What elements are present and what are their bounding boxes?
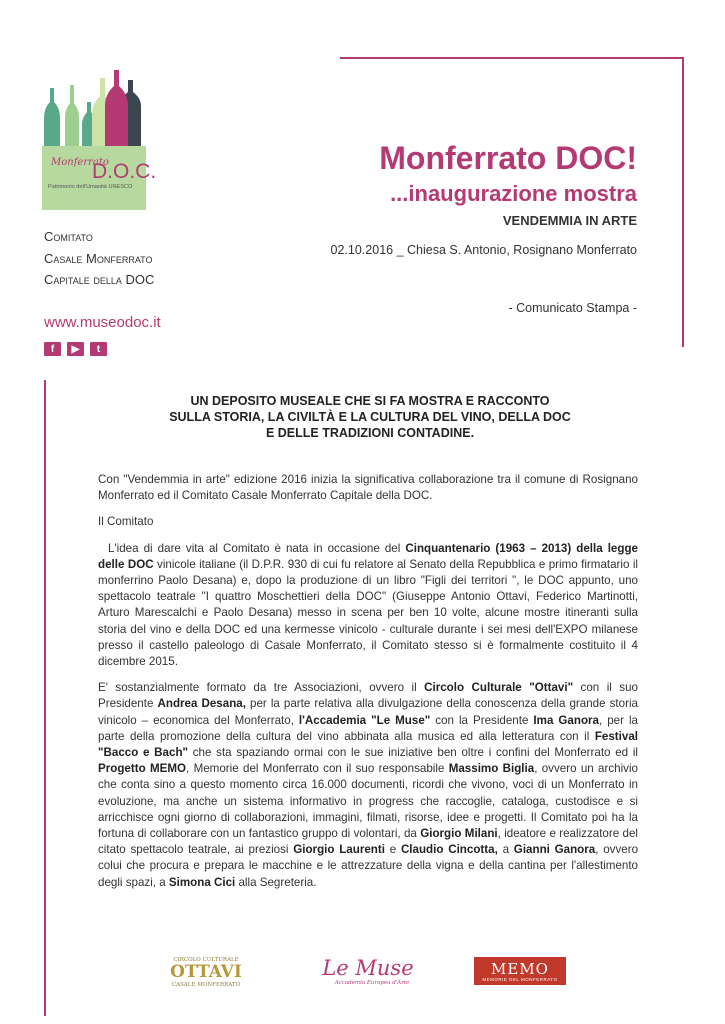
muse-name-text: Le Muse bbox=[322, 956, 414, 980]
logo-town-text: Monferrato bbox=[51, 157, 109, 168]
paragraph-2-bold: Circolo Culturale "Ottavi" bbox=[424, 681, 574, 695]
paragraph-2 bbox=[98, 680, 638, 891]
paragraph-2-bold: Claudio Cincotta, bbox=[400, 843, 498, 857]
paragraph-2-text: , ovvero colui che procura e prepara le macchine e le attrezzature della vigna e della cantina per l'allestimento degli spazi, a bbox=[98, 843, 639, 889]
committee-line-1: Comitato bbox=[44, 229, 93, 244]
paragraph-2-text: alla Segreteria. bbox=[235, 875, 317, 889]
paragraph-2-text: che sta spaziando ormai con le sue iniziative ben oltre i confini del Monferrato ed il bbox=[188, 746, 638, 760]
youtube-icon[interactable]: ▶ bbox=[67, 342, 84, 356]
paragraph-2-text: , Memorie del Monferrato con il suo responsabile bbox=[186, 762, 449, 776]
facebook-icon[interactable]: f bbox=[44, 342, 61, 356]
paragraph-2-bold: Festival "Bacco e Bach" bbox=[98, 729, 638, 760]
page-subtitle: ...inaugurazione mostra bbox=[390, 181, 637, 206]
paragraph-2-bold: Giorgio Laurenti bbox=[293, 843, 385, 857]
paragraph-2-bold: Simona Cici bbox=[168, 875, 236, 889]
paragraph-1-text-a: L'idea di dare vita al Comitato è nata in occasione del bbox=[108, 541, 406, 555]
ottavi-top-text: CIRCOLO CULTURALE bbox=[173, 957, 239, 963]
paragraph-2-text: con la Presidente bbox=[430, 713, 534, 727]
article-body bbox=[98, 472, 638, 891]
committee-line-3: Capitale della DOC bbox=[44, 272, 155, 287]
logo-subtitle-text: Patrimonio dell'Umanità UNESCO bbox=[48, 184, 133, 190]
frame-right-line bbox=[682, 57, 684, 347]
website-link[interactable]: www.museodoc.it bbox=[44, 314, 161, 331]
paragraph-2-bold: Gianni Ganora bbox=[513, 843, 596, 857]
le-muse-logo bbox=[320, 954, 416, 988]
paragraph-2-bold: Giorgio Milani bbox=[420, 827, 498, 841]
memo-sub-text: MEMORIE DEL MONFERRATO bbox=[482, 977, 558, 982]
paragraph-2-text: , ideatore e realizzatore del citato spettacolo teatrale, ai preziosi bbox=[98, 827, 638, 857]
intro-paragraph: Con "Vendemmia in arte" edizione 2016 inizia la significativa collaborazione tra il comune di Rosignano Monferrato ed il Comitato Casale Monferrato Capitale della DOC. bbox=[98, 473, 638, 503]
event-label: VENDEMMIA IN ARTE bbox=[502, 213, 637, 228]
memo-logo bbox=[474, 957, 566, 985]
circolo-ottavi-logo bbox=[170, 955, 242, 989]
paragraph-2-text: , ovvero un archivio che conta sino a questo momento circa 16.000 documenti, ricordi che vivono, voci di un Monferrato in evoluzione, ma anche un sistema informativo in progress che raccoglie, cataloga, custodisce e si arricchisce ogni giorno di collaborazioni, immagini, filmati, risorse, idee e progetti. Il Comitato poi ha la fortuna di collaborare con un fantastico gruppo di volontari, da bbox=[98, 762, 638, 841]
press-release-label: - Comunicato Stampa - bbox=[508, 301, 637, 315]
headline-line-1: UN DEPOSITO MUSEALE CHE SI FA MOSTRA E RACCONTO bbox=[190, 394, 550, 408]
logo-doc-text: D.O.C. bbox=[92, 160, 157, 183]
paragraph-1-text-c: vinicole italiane (il D.P.R. 930 di cui fu relatore al Senato della Repubblica e primo firmatario il monferrino Paolo Desana) e, dopo la produzione di un libro "Figli dei territori ", le DOC appunto, uno spettacolo teatrale "I quattro Moschettieri della DOC" (Giuseppe Antonio Ottavi, Federico Martinotti, Arturo Marescalchi e Paolo Desana) messo in scena per ben 10 volte, alcune mostre itineranti sulla storia del vino e della DOC ed una kermesse vinicolo - culturale durante i sei mesi dell'EXPO milanese presso il castello paleologo di Casale Monferrato, il Comitato stesso si è formalmente costituito il 4 dicembre 2015. bbox=[98, 557, 639, 669]
section-title: Il Comitato bbox=[98, 515, 154, 529]
paragraph-1-bold: Cinquantenario (1963 – 2013) della legge delle DOC bbox=[98, 541, 638, 571]
paragraph-2-text: con il suo Presidente bbox=[98, 681, 638, 711]
ottavi-name-text: OTTAVI bbox=[170, 962, 242, 982]
paragraph-2-text: per la parte relativa alla divulgazione della conoscenza della grande storia vinicolo – economica del Monferrato, bbox=[98, 697, 638, 727]
event-date-place: 02.10.2016 _ Chiesa S. Antonio, Rosignano Monferrato bbox=[330, 243, 637, 257]
committee-block bbox=[44, 226, 244, 291]
paragraph-2-text: , per la parte della promozione della cultura del vino abbinata alla musica ed alla letteratura con il bbox=[98, 713, 638, 743]
headline bbox=[120, 393, 620, 441]
monferrato-doc-logo bbox=[42, 70, 157, 210]
paragraph-2-text: e bbox=[384, 843, 401, 857]
paragraph-2-bold: l'Accademia "Le Muse" bbox=[298, 713, 431, 727]
twitter-icon[interactable]: t bbox=[90, 342, 107, 356]
headline-line-3: E DELLE TRADIZIONI CONTADINE. bbox=[265, 426, 475, 440]
paragraph-2-bold: Andrea Desana, bbox=[157, 697, 246, 711]
paragraph-2-bold: Massimo Biglia bbox=[448, 762, 535, 776]
paragraph-2-bold: Progetto MEMO bbox=[98, 762, 187, 776]
social-icons bbox=[44, 342, 107, 356]
headline-line-2: SULLA STORIA, LA CIVILTÀ E LA CULTURA DEL VINO, DELLA DOC bbox=[169, 410, 571, 424]
paragraph-1 bbox=[98, 541, 638, 671]
ottavi-bottom-text: CASALE MONFERRATO bbox=[171, 982, 241, 988]
page-title: Monferrato DOC! bbox=[379, 140, 637, 176]
paragraph-2-bold: Ima Ganora bbox=[533, 713, 599, 727]
memo-name-text: MEMO bbox=[491, 960, 549, 978]
frame-left-line bbox=[44, 380, 46, 1016]
committee-line-2: Casale Monferrato bbox=[44, 250, 153, 266]
muse-sub-text: Accademia Europea d'Arte bbox=[334, 980, 410, 986]
paragraph-2-text: a bbox=[497, 843, 514, 857]
frame-top-line bbox=[340, 57, 684, 59]
paragraph-2-text: E' sostanzialmente formato da tre Associazioni, ovvero il bbox=[98, 681, 425, 695]
